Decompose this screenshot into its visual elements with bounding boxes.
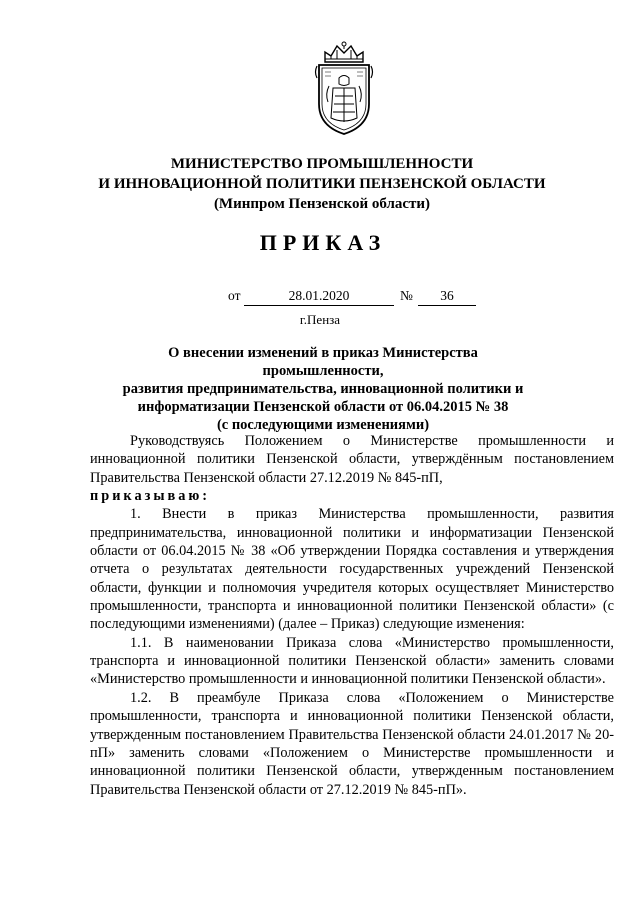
number-label: № — [400, 288, 413, 303]
paragraph-item-1-2: 1.2. В преамбуле Приказа слова «Положением о Министерстве промышленности, транспорта и инновационной политики Пензенской области, утвержденным постановлением Правительства Пензенской области 24.01.2017 № 20-пП» заменить словами «Положением о Министерстве промышленности и инновационной политики Пензенской области, утвержденным постановлением Правительства Пензенской области от 27.12.2019 № 845-пП». — [90, 689, 614, 798]
document-number: 36 — [418, 288, 476, 306]
title-line: развития предпринимательства, инновационной политики и — [122, 381, 524, 397]
title-line: информатизации Пензенской области от 06.04.2015 № 38 — [137, 399, 509, 415]
header-line-2: И ИННОВАЦИОННОЙ ПОЛИТИКИ ПЕНЗЕНСКОЙ ОБЛАСТИ — [98, 176, 546, 192]
header-line-3: (Минпром Пензенской области) — [213, 196, 431, 212]
document-date: 28.01.2020 — [244, 288, 394, 306]
order-body — [90, 432, 614, 799]
paragraph-item-1: 1. Внести в приказ Министерства промышленности, развития предпринимательства, инновационной политики и информатизации Пензенской области от 06.04.2015 № 38 «Об утверждении Порядка составления и утверждения отчета о результатах деятельности государственных учреждений Пензенской области, функции и полномочия учредителя которых осуществляет Министерство промышленности, транспорта и инновационной политики Пензенской области» (с последующими изменениями) (далее – Приказ) следующие изменения: — [90, 506, 614, 633]
document-type: ПРИКАЗ — [259, 230, 387, 255]
header-line-1: МИНИСТЕРСТВО ПРОМЫШЛЕННОСТИ — [170, 156, 474, 172]
order-word: приказываю: — [90, 488, 211, 505]
paragraph-item-1-1: 1.1. В наименовании Приказа слова «Министерство промышленности, транспорта и инновационной политики Пензенской области» заменить словами «Министерство промышленности и инновационной политики Пензенской области». — [90, 634, 614, 688]
preamble-paragraph: Руководствуясь Положением о Министерстве промышленности и инновационной политики Пензенской области, утверждённым постановлением Правительства Пензенской области 27.12.2019 № 845-пП, — [90, 433, 614, 486]
title-line: (с последующими изменениями) — [216, 417, 430, 433]
coat-of-arms-icon — [311, 38, 377, 138]
order-title — [108, 344, 538, 434]
date-label: от — [228, 288, 241, 303]
date-number-line — [0, 288, 640, 308]
title-line: О внесении изменений в приказ Министерства промышленности, — [168, 345, 478, 379]
place-of-issue: г.Пенза — [299, 312, 341, 327]
ministry-header — [90, 154, 554, 214]
